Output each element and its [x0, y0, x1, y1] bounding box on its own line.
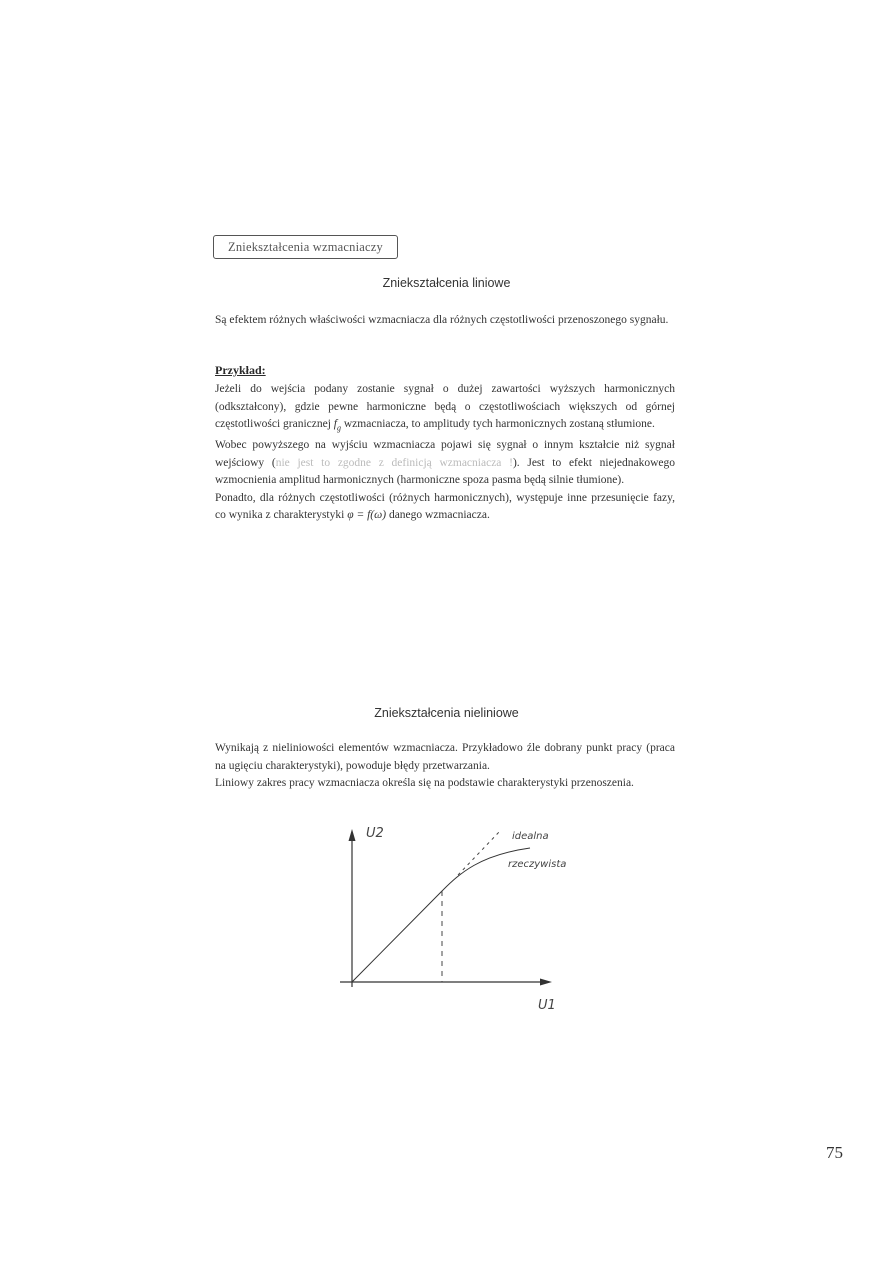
- example-label: [215, 361, 266, 379]
- paragraph-output-signal: [215, 437, 675, 490]
- p2-text-b: ). Jest to efekt niejednakowego wzmocnienia amplitud harmonicznych (harmoniczne spoza pasma będą silnie tłumione).: [215, 456, 676, 487]
- linear-example-body: [215, 381, 675, 525]
- p3-text-b: danego wzmacniacza.: [386, 509, 490, 522]
- p2-text-a: Wobec powyższego na wyjściu wzmacniacza pojawi się sygnał o innym kształcie niż sygnał wejściowy (: [215, 439, 675, 469]
- symbol-f-subscript: g: [337, 423, 341, 433]
- ideal-curve-label: idealna: [512, 831, 549, 842]
- paragraph-linear-range: Liniowy zakres pracy wzmacniacza określa się na podstawie charakterystyki przenoszenia.: [215, 777, 634, 790]
- paragraph-harmonics: [215, 381, 675, 437]
- linear-intro-paragraph: Są efektem różnych właściwości wzmacniacza dla różnych częstotliwości przenoszonego sygnału.: [215, 314, 669, 326]
- faint-note: nie jest to zgodne z definicją wzmacniacza !: [275, 456, 513, 469]
- nonlinear-body: [215, 740, 675, 793]
- real-curve-label: rzeczywista: [508, 859, 567, 870]
- section-title-linear: Zniekształcenia liniowe: [382, 276, 511, 290]
- phase-formula: φ = f(ω): [347, 509, 387, 522]
- paragraph-nonlinearity: Wynikają z nieliniowości elementów wzmacniacza. Przykładowo źle dobrany punkt pracy (praca na ugięciu charakterystyki), powoduje błędy przetwarzania.: [215, 742, 675, 772]
- paragraph-phase-shift: [215, 490, 675, 525]
- p1-text-b: wzmacniacza, to amplitudy tych harmonicznych zostaną stłumione.: [341, 418, 655, 431]
- page-number: 75: [826, 1143, 843, 1162]
- y-axis-label: U2: [366, 826, 384, 841]
- example-label-text: Przykład:: [215, 363, 266, 377]
- x-axis-label: U1: [538, 998, 556, 1013]
- ideal-characteristic-line: [458, 831, 500, 875]
- real-characteristic-curve: [352, 848, 530, 982]
- x-axis-arrow-icon: [540, 979, 552, 986]
- chapter-tag: Zniekształcenia wzmacniaczy: [213, 235, 398, 259]
- p3-text-a: Ponadto, dla różnych częstotliwości (różnych harmonicznych), występuje inne przesunięcie fazy, co wynika z charakterystyki: [215, 491, 675, 522]
- symbol-f: f: [333, 418, 337, 431]
- p1-text-a: Jeżeli do wejścia podany zostanie sygnał o dużej zawartości wyższych harmonicznych (odkształcony), gdzie pewne harmoniczne będą o częstotliwościach większych od górnej częstotliwości granicznej: [215, 383, 675, 431]
- transfer-characteristic-figure: [330, 815, 590, 1015]
- section-title-nonlinear: Zniekształcenia nieliniowe: [374, 706, 519, 720]
- y-axis-arrow-icon: [349, 829, 356, 841]
